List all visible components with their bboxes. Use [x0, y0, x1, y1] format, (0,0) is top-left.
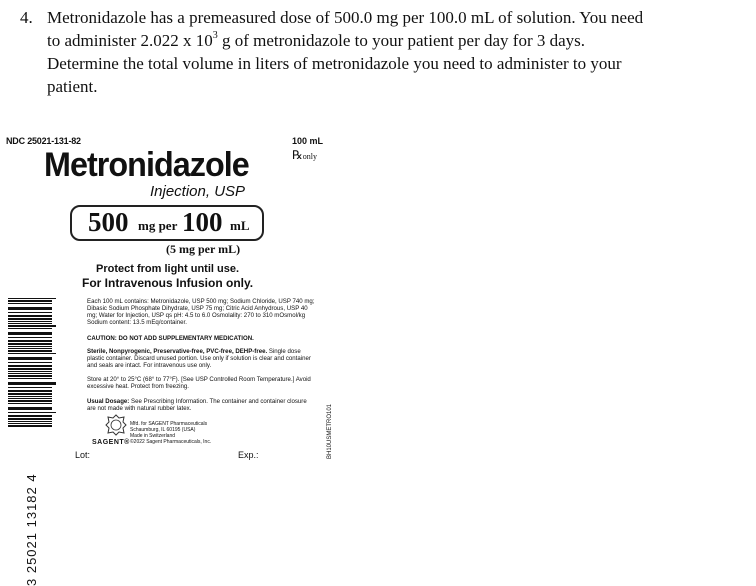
mfr-line-4: ©2022 Sagent Pharmaceuticals, Inc.	[130, 439, 212, 445]
barcode-bar	[8, 407, 52, 410]
barcode-bar	[8, 368, 52, 370]
barcode-bar	[8, 375, 52, 377]
mfr-line-1: Mfd. for SAGENT Pharmaceuticals	[130, 421, 208, 427]
dosage-form: Injection, USP	[150, 183, 246, 200]
drug-name: Metronidazole	[44, 146, 249, 184]
ndc-code: 131-82	[54, 136, 81, 146]
barcode-bar	[8, 425, 52, 427]
barcode-bar	[8, 423, 52, 424]
barcode-bar	[8, 350, 52, 352]
question-text	[47, 6, 727, 98]
brand-name: SAGENT®	[92, 439, 130, 446]
ndc-prefix: NDC 25021-	[6, 136, 55, 146]
drug-label-image	[0, 128, 340, 586]
barcode-bar	[8, 387, 52, 388]
question-number: 4.	[20, 8, 33, 27]
exponent: 3	[212, 30, 218, 42]
barcode-bar	[8, 396, 52, 397]
mfr-line-3: Made in Switzerland	[130, 433, 176, 439]
upc-number: 3 25021 13182 4	[24, 473, 39, 586]
volume-text: 100 mL	[292, 136, 324, 146]
exp-field: Exp.:	[238, 450, 259, 460]
lot-field: Lot:	[75, 450, 91, 460]
barcode-bar	[8, 298, 56, 299]
dose-box	[70, 205, 264, 241]
barcode-bar	[8, 353, 56, 354]
barcode-bar	[8, 382, 56, 385]
dosage-text	[87, 398, 317, 412]
dose-unit-1: mg per	[138, 218, 178, 233]
barcode-bar	[8, 418, 52, 420]
barcode-bar	[8, 325, 56, 327]
composition-text: Each 100 mL contains: Metronidazole, USP 500 mg; Sodium Chloride, USP 740 mg; Dibasic Sodium Phosphate Dihydrate, USP 75 mg; Citric Acid Anhydrous, USP 40 mg; Water for Injection, USP qs pH: 4.5 to 6.0 Osmolality: 270 to 310 mOsmol/kg Sodium content: 13.5 mEq/container.	[87, 298, 315, 326]
barcode-bar	[8, 421, 52, 422]
protect-text: Protect from light until use.	[96, 263, 240, 275]
barcode-bar	[8, 348, 52, 349]
seal-icon	[105, 414, 127, 436]
barcode-bar	[8, 393, 52, 395]
dose-unit-2: mL	[230, 218, 250, 233]
barcode-bar	[8, 415, 52, 417]
question-line-3: Determine the total volume in liters of metronidazole you need to administer to your	[47, 54, 622, 73]
rx-only	[292, 148, 317, 163]
question-line-2	[47, 29, 727, 52]
barcode-bar	[8, 307, 52, 310]
question-line-2-post: g of metronidazole to your patient per day for 3 days.	[217, 31, 586, 50]
barcode-bar	[8, 378, 52, 379]
sterile-rest: Single dose plastic container. Discard unused portion. Use only if solution is clear and container and seals are intact. For intravenous use only.	[87, 348, 311, 369]
barcode-bar	[8, 403, 52, 404]
rx-only-text: only	[302, 152, 317, 161]
barcode-bar	[8, 323, 52, 324]
vertical-code: BH10USMETRO101	[327, 403, 333, 459]
storage-text: Store at 20° to 25°C (68° to 77°F). [See USP Controlled Room Temperature.] Avoid excessive heat. Protect from freezing.	[87, 376, 311, 390]
concentration: (5 mg per mL)	[166, 242, 241, 256]
barcode-bar	[8, 362, 52, 363]
route-text: For Intravenous Infusion only.	[82, 276, 254, 290]
barcode-bar	[8, 346, 52, 347]
barcode-bar	[8, 328, 52, 329]
rx-symbol: ℞	[292, 148, 303, 162]
barcode-bar	[8, 315, 52, 317]
barcode-bar	[8, 365, 52, 367]
barcode-bar	[8, 373, 52, 374]
barcode-bar	[8, 343, 52, 345]
question-line-4: patient.	[47, 77, 98, 96]
barcode-bar	[8, 398, 52, 399]
barcode-bar	[8, 303, 52, 304]
sterile-text	[87, 348, 317, 369]
ndc-number	[6, 136, 81, 146]
barcode-bar	[8, 357, 52, 360]
question-line-1: Metronidazole has a premeasured dose of 500.0 mg per 100.0 mL of solution. You need	[47, 8, 644, 27]
sterile-bold: Sterile, Nonpyrogenic, Preservative-free, PVC-free, DEHP-free.	[87, 348, 268, 355]
barcode-bar	[8, 312, 52, 313]
barcode-bar	[8, 337, 52, 338]
barcode-bar	[8, 412, 56, 413]
barcode-bar	[8, 340, 52, 342]
barcode-bar	[8, 300, 52, 302]
barcode	[8, 298, 56, 428]
barcode-bar	[8, 321, 52, 322]
dose-volume: 100	[182, 207, 223, 237]
barcode-bar	[8, 371, 52, 372]
barcode-bar	[8, 400, 52, 402]
dose-amount: 500	[88, 207, 129, 237]
manufacturer-info	[130, 421, 211, 445]
barcode-bar	[8, 332, 52, 335]
barcode-bar	[8, 390, 52, 392]
barcode-bar	[8, 318, 52, 320]
caution-bold: CAUTION: DO NOT ADD SUPPLEMENTARY MEDICATION.	[87, 335, 254, 342]
caution-text	[87, 335, 317, 342]
question-line-2-pre: to administer 2.022 x 10	[47, 31, 213, 50]
dosage-bold: Usual Dosage:	[87, 398, 130, 405]
dosage-rest: See Prescribing Information. The container and container closure are not made with natural rubber latex.	[87, 398, 307, 412]
mfr-line-2: Schaumburg, IL 60195 (USA)	[130, 427, 196, 433]
